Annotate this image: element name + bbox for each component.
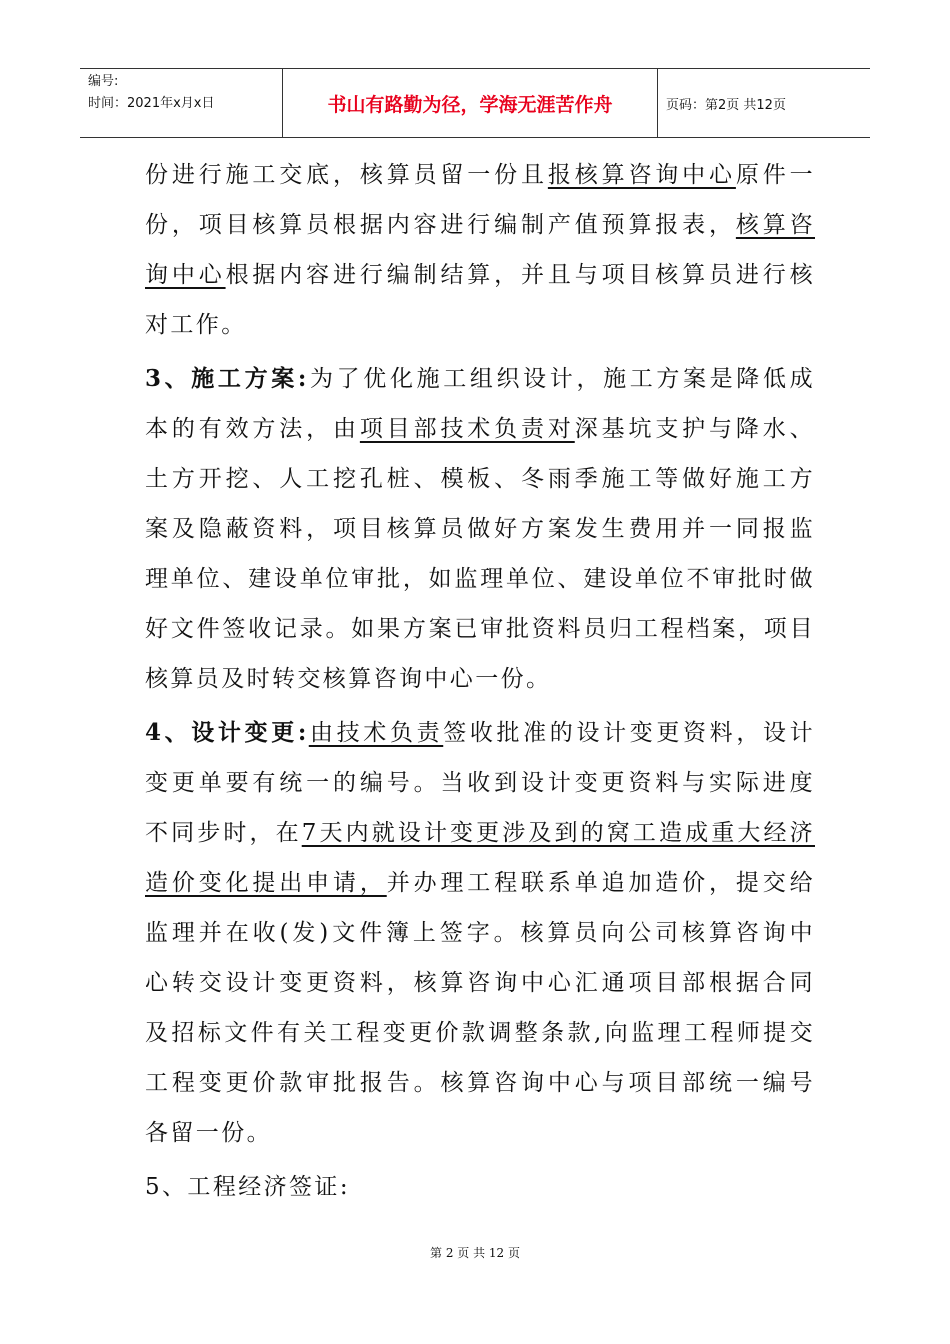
section-heading: 3、施工方案: <box>145 365 309 392</box>
page-header <box>80 68 870 138</box>
header-page-info: 页码：第2页 共12页 <box>666 97 786 113</box>
text-line: 核算员及时转交核算咨询中心一份。 <box>145 666 552 692</box>
underlined-text: 由技术负责 <box>308 720 444 746</box>
underlined-text: 报核算咨询中心 <box>547 162 736 188</box>
underlined-text: 项目部技术负责对 <box>359 416 575 442</box>
text-line: 询中心根据内容进行编制结算，并且与项目核算员进行核 <box>145 262 815 288</box>
text-line: 4、设计变更:由技术负责签收批准的设计变更资料，设计 <box>145 719 816 746</box>
text-line: 造价变化提出申请，并办理工程联系单追加造价，提交给 <box>145 870 815 896</box>
text-line: 监理并在收(发)文件簿上签字。核算员向公司核算咨询中 <box>145 920 815 946</box>
section-heading: 5、工程经济签证: <box>145 1174 350 1200</box>
text-line: 份，项目核算员根据内容进行编制产值预算报表，核算咨 <box>145 212 815 238</box>
text-line: 各留一份。 <box>145 1120 272 1146</box>
text-line: 好文件签收记录。如果方案已审批资料员归工程档案，项目 <box>145 616 815 642</box>
header-meta <box>80 69 282 137</box>
text-line: 份进行施工交底，核算员留一份且报核算咨询中心原件一 <box>145 162 816 188</box>
text-line: 对工作。 <box>145 312 247 338</box>
text-line: 3、施工方案:为了优化施工组织设计，施工方案是降低成 <box>145 365 815 392</box>
document-body <box>145 150 815 1212</box>
text-line: 土方开挖、人工挖孔桩、模板、冬雨季施工等做好施工方 <box>145 466 815 492</box>
underlined-text: 造价变化提出申请， <box>145 870 387 896</box>
text-line: 工程变更价款审批报告。核算咨询中心与项目部统一编号 <box>145 1070 815 1096</box>
page-footer: 第 2 页 共 12 页 <box>430 1246 520 1260</box>
text-line: 案及隐蔽资料，项目核算员做好方案发生费用并一同报监 <box>145 516 815 542</box>
section-heading: 4、设计变更: <box>145 719 309 746</box>
header-motto: 书山有路勤为径，学海无涯苦作舟 <box>282 69 658 137</box>
underlined-text: 核算咨 <box>735 212 815 238</box>
text-line: 变更单要有统一的编号。当收到设计变更资料与实际进度 <box>145 770 815 796</box>
text-line: 心转交设计变更资料，核算咨询中心汇通项目部根据合同 <box>145 970 815 996</box>
underlined-text: 询中心 <box>145 262 226 288</box>
underlined-text: 7天内就设计变更涉及到的窝工造成重大经济 <box>301 820 815 846</box>
date-label: 时间：2021年x月x日 <box>88 96 215 111</box>
number-label: 编号: <box>88 74 119 89</box>
text-line: 本的有效方法，由项目部技术负责对深基坑支护与降水、 <box>145 416 816 442</box>
text-line: 理单位、建设单位审批，如监理单位、建设单位不审批时做 <box>145 566 815 592</box>
text-line: 不同步时，在7天内就设计变更涉及到的窝工造成重大经济 <box>145 820 815 846</box>
text-line: 及招标文件有关工程变更价款调整条款,向监理工程师提交 <box>145 1020 815 1046</box>
